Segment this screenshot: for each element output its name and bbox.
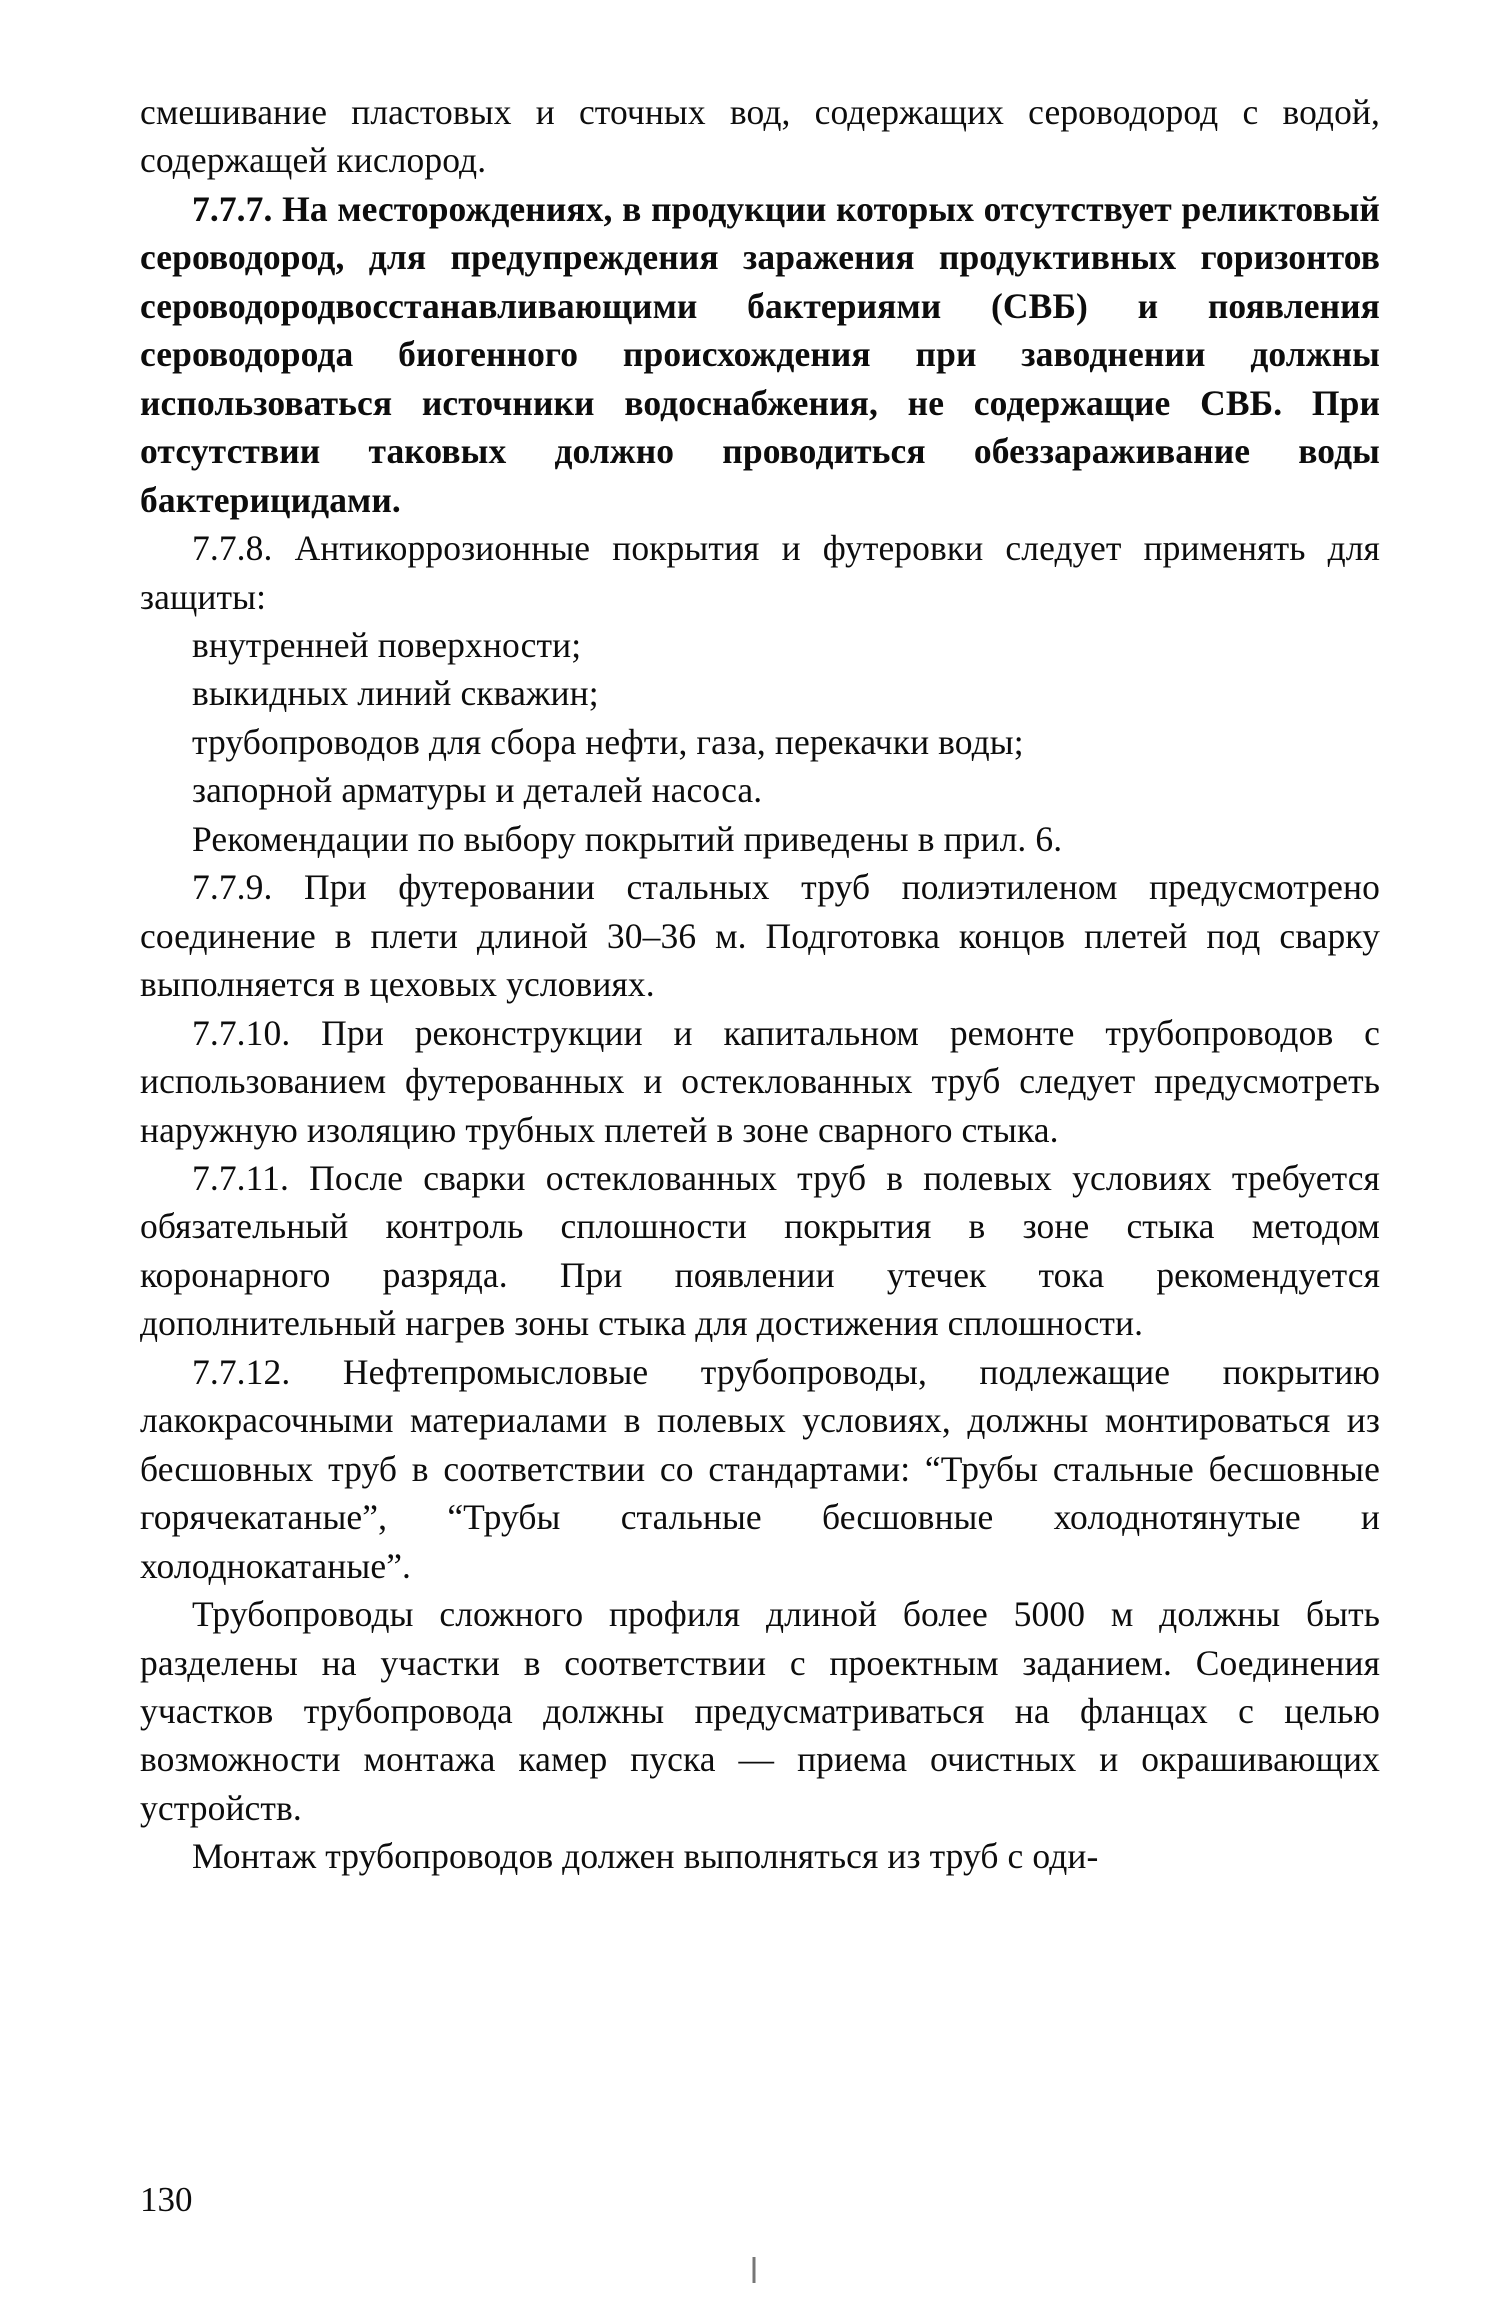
list-item: запорной арматуры и деталей насоса.	[192, 770, 763, 811]
paragraph-7-7-9: 7.7.9. При футеровании стальных труб полиэтиленом предусмотрено соединение в плети длиной 30–36 м. Подготовка концов плетей под сварку выполняется в цеховых условиях.	[140, 867, 1380, 1005]
page-body	[140, 88, 1380, 1881]
paragraph-7-7-8: 7.7.8. Антикоррозионные покрытия и футеровки следует применять для защиты:	[140, 528, 1380, 617]
paragraph-continuation: смешивание пластовых и сточных вод, содержащих сероводород с водой, содержащей кислород.	[140, 92, 1380, 181]
page-number: 130	[140, 2180, 193, 2219]
paragraph-last: Монтаж трубопроводов должен выполняться из труб с оди-	[192, 1836, 1099, 1877]
paragraph-7-7-10: 7.7.10. При реконструкции и капитальном ремонте трубопроводов с использованием футерованных и остеклованных труб следует предусмотреть наружную изоляцию трубных плетей в зоне сварного стыка.	[140, 1012, 1380, 1150]
paragraph-recommendation: Рекомендации по выбору покрытий приведены в прил. 6.	[192, 818, 1063, 859]
footer-mark	[752, 2257, 755, 2283]
list-item: внутренней поверхности;	[192, 624, 582, 665]
list-item: выкидных линий скважин;	[192, 673, 599, 714]
list-item: трубопроводов для сбора нефти, газа, перекачки воды;	[192, 721, 1024, 762]
paragraph-7-7-7: 7.7.7. На месторождениях, в продукции которых отсутствует реликтовый сероводород, для предупреждения заражения продуктивных горизонтов сероводородвосстанавливающими бактериями (СВБ) и появления сероводорода биогенного происхождения при заводнении должны использоваться источники водоснабжения, не содержащие СВБ. При отсутствии таковых должно проводиться обеззараживание воды бактерицидами.	[140, 188, 1380, 520]
paragraph-pipelines: Трубопроводы сложного профиля длиной более 5000 м должны быть разделены на участки в соответствии с проектным заданием. Соединения участков трубопровода должны предусматриваться на фланцах с целью возможности монтажа камер пуска — приема очистных и окрашивающих устройств.	[140, 1594, 1380, 1828]
paragraph-7-7-11: 7.7.11. После сварки остеклованных труб в полевых условиях требуется обязательный контроль сплошности покрытия в зоне стыка методом коронарного разряда. При появлении утечек тока рекомендуется дополнительный нагрев зоны стыка для достижения сплошности.	[140, 1157, 1380, 1344]
paragraph-7-7-12: 7.7.12. Нефтепромысловые трубопроводы, подлежащие покрытию лакокрасочными материалами в полевых условиях, должны монтироваться из бесшовных труб в соответствии со стандартами: “Трубы стальные бесшовные горячекатаные”, “Трубы стальные бесшовные холоднотянутые и холоднокатаные”.	[140, 1351, 1380, 1586]
